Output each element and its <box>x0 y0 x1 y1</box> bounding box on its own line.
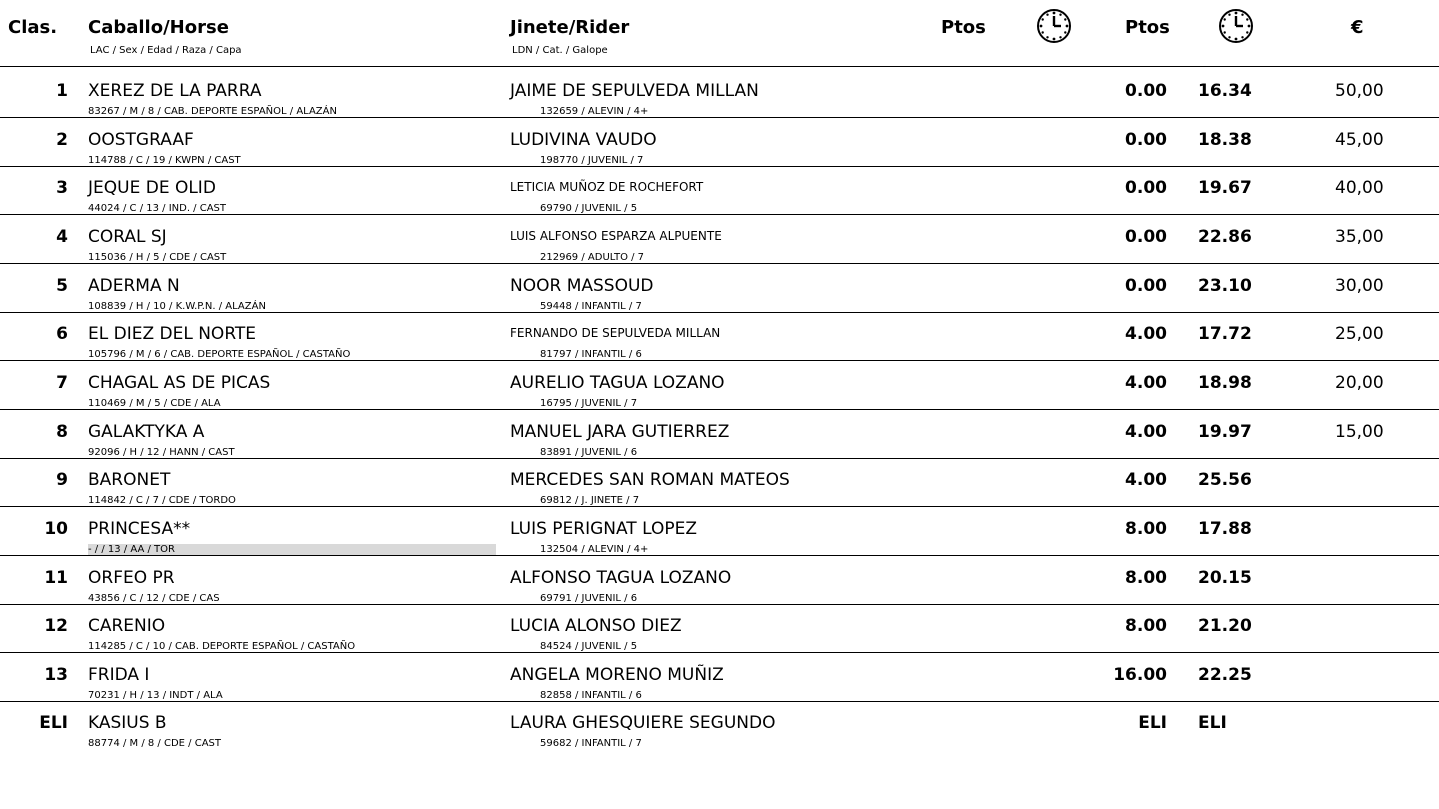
table-row[interactable] <box>0 411 1439 459</box>
horse-details: 108839 / H / 10 / K.W.P.N. / ALAZÁN <box>88 300 266 312</box>
prize-value: 45,00 <box>1335 129 1384 150</box>
time-value: 17.72 <box>1198 324 1252 345</box>
points-value: 4.00 <box>1125 324 1167 345</box>
rider-name: FERNANDO DE SEPULVEDA MILLAN <box>510 326 721 341</box>
header-pts-round2: Ptos <box>1125 17 1170 38</box>
clock-icon <box>1217 7 1255 45</box>
rider-details: 59448 / INFANTIL / 7 <box>540 300 642 312</box>
time-value: 18.98 <box>1198 372 1252 393</box>
horse-details: 114788 / C / 19 / KWPN / CAST <box>88 154 241 166</box>
prize-value: 30,00 <box>1335 275 1384 296</box>
rider-name: LUDIVINA VAUDO <box>510 129 657 150</box>
horse-name: CARENIO <box>88 616 166 637</box>
rider-details: 198770 / JUVENIL / 7 <box>540 154 644 166</box>
prize-value: 25,00 <box>1335 324 1384 345</box>
time-value: 25.56 <box>1198 470 1252 491</box>
horse-name: JEQUE DE OLID <box>88 178 216 199</box>
prize-value: 35,00 <box>1335 226 1384 247</box>
points-value: 0.00 <box>1125 226 1167 247</box>
prize-value: 40,00 <box>1335 178 1384 199</box>
position-label: 11 <box>44 567 68 588</box>
time-value: 22.25 <box>1198 664 1252 685</box>
header-horse: Caballo/Horse <box>88 17 229 38</box>
position-label: 5 <box>56 275 68 296</box>
time-value: 19.97 <box>1198 421 1252 442</box>
rider-details: 81797 / INFANTIL / 6 <box>540 349 642 361</box>
table-row[interactable] <box>0 216 1439 264</box>
rider-details: 132504 / ALEVIN / 4+ <box>540 543 649 555</box>
horse-name: FRIDA I <box>88 664 150 685</box>
horse-details: 114285 / C / 10 / CAB. DEPORTE ESPAÑOL / CASTAÑO <box>88 641 356 653</box>
points-value: 8.00 <box>1125 518 1167 539</box>
header-horse-sub: LAC / Sex / Edad / Raza / Capa <box>90 45 242 56</box>
horse-details: 70231 / H / 13 / INDT / ALA <box>88 689 223 701</box>
header-rider: Jinete/Rider <box>510 17 630 38</box>
horse-name: CHAGAL AS DE PICAS <box>88 372 271 393</box>
points-value: 4.00 <box>1125 372 1167 393</box>
clock-icon <box>1035 7 1073 45</box>
horse-name: ADERMA N <box>88 275 180 296</box>
rider-name: LETICIA MUÑOZ DE ROCHEFORT <box>510 180 704 195</box>
horse-details: 114842 / C / 7 / CDE / TORDO <box>88 495 236 507</box>
position-label: 9 <box>56 470 68 491</box>
table-row[interactable] <box>0 508 1439 556</box>
rider-details: 69812 / J. JINETE / 7 <box>540 495 640 507</box>
horse-details: 110469 / M / 5 / CDE / ALA <box>88 397 221 409</box>
rider-name: MANUEL JARA GUTIERREZ <box>510 421 730 442</box>
horse-name: BARONET <box>88 470 171 491</box>
points-value: 0.00 <box>1125 275 1167 296</box>
table-row[interactable] <box>0 119 1439 167</box>
position-label: 2 <box>56 129 68 150</box>
table-row[interactable] <box>0 654 1439 702</box>
horse-name: EL DIEZ DEL NORTE <box>88 324 257 345</box>
table-row[interactable] <box>0 557 1439 605</box>
position-label: 4 <box>56 226 68 247</box>
horse-details: 88774 / M / 8 / CDE / CAST <box>88 738 221 750</box>
header-clas: Clas. <box>8 17 58 38</box>
points-value: 8.00 <box>1125 567 1167 588</box>
prize-value: 50,00 <box>1335 81 1384 101</box>
position-label: 1 <box>56 81 68 101</box>
rider-name: AURELIO TAGUA LOZANO <box>510 372 725 393</box>
rider-details: 59682 / INFANTIL / 7 <box>540 738 642 750</box>
rider-details: 132659 / ALEVIN / 4+ <box>540 106 649 117</box>
table-row[interactable] <box>0 313 1439 361</box>
position-label: 3 <box>56 178 68 199</box>
horse-name: XEREZ DE LA PARRA <box>88 81 262 101</box>
table-row[interactable] <box>0 70 1439 118</box>
header-rider-sub: LDN / Cat. / Galope <box>512 45 608 56</box>
table-row[interactable] <box>0 605 1439 653</box>
rider-details: 83891 / JUVENIL / 6 <box>540 446 638 458</box>
header-divider <box>0 66 1439 67</box>
time-value: 20.15 <box>1198 567 1252 588</box>
time-value: 19.67 <box>1198 178 1252 199</box>
horse-details: 105796 / M / 6 / CAB. DEPORTE ESPAÑOL / CASTAÑO <box>88 349 351 361</box>
horse-name: ORFEO PR <box>88 567 175 588</box>
table-row[interactable] <box>0 702 1439 750</box>
horse-name: PRINCESA** <box>88 518 191 539</box>
points-value: 4.00 <box>1125 421 1167 442</box>
points-value: 16.00 <box>1113 664 1167 685</box>
horse-details: 83267 / M / 8 / CAB. DEPORTE ESPAÑOL / ALAZÁN <box>88 106 337 117</box>
position-label: 12 <box>44 616 68 637</box>
time-value: 23.10 <box>1198 275 1252 296</box>
horse-name: GALAKTYKA A <box>88 421 205 442</box>
prize-value: 15,00 <box>1335 421 1384 442</box>
rider-name: LUIS PERIGNAT LOPEZ <box>510 518 697 539</box>
rider-details: 212969 / ADULTO / 7 <box>540 251 645 263</box>
time-value: 22.86 <box>1198 226 1252 247</box>
horse-name: CORAL SJ <box>88 226 167 247</box>
rider-name: ANGELA MORENO MUÑIZ <box>510 664 724 685</box>
rider-details: 69790 / JUVENIL / 5 <box>540 203 638 215</box>
position-label: ELI <box>39 713 68 734</box>
results-header <box>0 0 1439 66</box>
rider-name: JAIME DE SEPULVEDA MILLAN <box>510 81 759 101</box>
points-value: ELI <box>1138 713 1167 734</box>
horse-name: OOSTGRAAF <box>88 129 194 150</box>
position-label: 8 <box>56 421 68 442</box>
horse-details: 115036 / H / 5 / CDE / CAST <box>88 251 227 263</box>
table-row[interactable] <box>0 167 1439 215</box>
points-value: 8.00 <box>1125 616 1167 637</box>
rider-name: ALFONSO TAGUA LOZANO <box>510 567 732 588</box>
position-label: 7 <box>56 372 68 393</box>
points-value: 4.00 <box>1125 470 1167 491</box>
points-value: 0.00 <box>1125 178 1167 199</box>
points-value: 0.00 <box>1125 129 1167 150</box>
rider-name: LUCIA ALONSO DIEZ <box>510 616 682 637</box>
rider-details: 69791 / JUVENIL / 6 <box>540 592 638 604</box>
time-value: 16.34 <box>1198 81 1252 101</box>
rider-name: LUIS ALFONSO ESPARZA ALPUENTE <box>510 228 722 243</box>
rider-name: MERCEDES SAN ROMAN MATEOS <box>510 470 790 491</box>
prize-value: 20,00 <box>1335 372 1384 393</box>
rider-details: 82858 / INFANTIL / 6 <box>540 689 642 701</box>
position-label: 13 <box>44 664 68 685</box>
points-value: 0.00 <box>1125 81 1167 101</box>
table-row[interactable] <box>0 459 1439 507</box>
rider-name: NOOR MASSOUD <box>510 275 654 296</box>
time-value: 18.38 <box>1198 129 1252 150</box>
header-prize: € <box>1351 17 1364 38</box>
time-value: ELI <box>1198 713 1227 734</box>
time-value: 17.88 <box>1198 518 1252 539</box>
time-value: 21.20 <box>1198 616 1252 637</box>
header-pts-round1: Ptos <box>941 17 986 38</box>
horse-details: 92096 / H / 12 / HANN / CAST <box>88 446 235 458</box>
position-label: 6 <box>56 324 68 345</box>
rider-name: LAURA GHESQUIERE SEGUNDO <box>510 713 776 734</box>
table-row[interactable] <box>0 362 1439 410</box>
horse-details: 43856 / C / 12 / CDE / CAS <box>88 592 220 604</box>
table-row[interactable] <box>0 265 1439 313</box>
rider-details: 84524 / JUVENIL / 5 <box>540 641 638 653</box>
horse-details: 44024 / C / 13 / IND. / CAST <box>88 203 227 215</box>
horse-details: - / / 13 / AA / TOR <box>88 544 496 555</box>
position-label: 10 <box>44 518 68 539</box>
rider-details: 16795 / JUVENIL / 7 <box>540 397 638 409</box>
horse-name: KASIUS B <box>88 713 167 734</box>
